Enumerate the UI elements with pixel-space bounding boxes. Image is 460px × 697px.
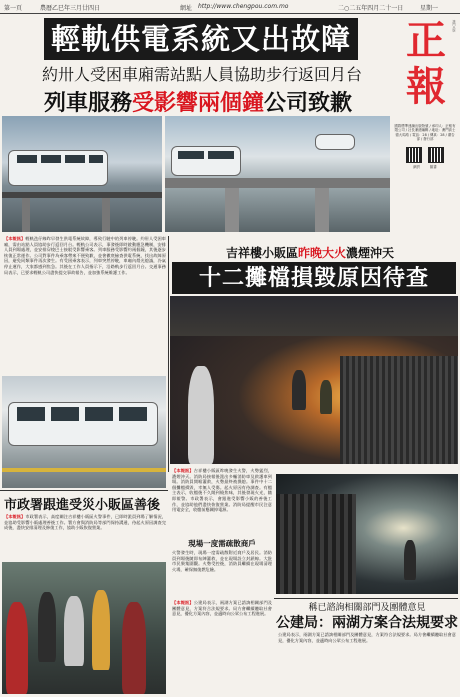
light-rail-platform-photo — [2, 376, 166, 488]
qr-code-icon[interactable] — [406, 147, 422, 163]
right-kicker: 稱已諮詢相關部門及團體意見 — [308, 603, 426, 613]
fire-night-photo — [276, 474, 458, 594]
market-story-body — [4, 514, 166, 560]
train-icon — [315, 134, 355, 150]
section-rule — [274, 598, 458, 599]
fire-story-body — [172, 468, 272, 536]
qr-code-icon[interactable] — [428, 147, 444, 163]
site-label: 網址 — [180, 5, 193, 12]
right-story-body-left — [172, 600, 272, 694]
train-icon — [8, 150, 108, 186]
fire-headline: 十二攤檔損毀原因待查 — [198, 265, 429, 291]
qr-label-2: 臉書 — [430, 165, 437, 170]
masthead-side-text: 澳門出版 — [452, 20, 456, 32]
site-url[interactable]: http://www.chengpou.com.mo — [198, 3, 289, 10]
fire-body-tag: 【本報訊】 — [172, 468, 194, 473]
deck-part-a: 列車服務 — [43, 90, 132, 116]
main-headline: 輕軌供電系統又出故障 — [50, 22, 351, 56]
right-story-body-right — [278, 632, 456, 694]
fire-kicker-red: 昨晚大火 — [297, 246, 346, 260]
fire-kicker-b: 濃煙沖天 — [346, 246, 395, 260]
main-deck — [8, 86, 388, 114]
fire-sub-body — [172, 550, 272, 598]
weekday: 星期一 — [420, 5, 439, 12]
market-headline: 市政署跟進受災小販區善後 — [4, 498, 161, 513]
inspection-photo — [2, 562, 166, 694]
light-rail-photo-2 — [165, 116, 390, 232]
market-body-tag: 【本報訊】 — [4, 514, 26, 519]
train-icon — [8, 402, 158, 446]
main-subhead: 約卅人受困車廂需站點人員協助步行返回月台 — [41, 65, 362, 84]
lunar-date: 農曆乙巳年三月廿四日 — [40, 5, 101, 12]
right-body-text: 公建局表示，兩湖方案已諮詢相關部門及團體意見，方案符合法規要求。局方會繼續聽取社會意見，優化方案內容，並適時向公眾公布工程進展。 — [172, 600, 272, 617]
publisher-info-text: 國際標準連續出版物號 / 承印人：正報有限公司 / 社長兼總編輯 / 地址：澳門高士德大馬路 / 電話：28 / 傳真：28 / 廣告部 / 發行部 — [394, 124, 456, 142]
fire-subheading: 現場一度需疏散商戶 — [188, 539, 256, 548]
page-top-bar — [0, 0, 460, 14]
fire-kicker-a: 吉祥樓小販區 — [225, 246, 298, 260]
masthead-logo — [394, 18, 458, 128]
deck-part-b: 公司致歉 — [264, 90, 353, 116]
fire-body-text: 吉祥樓小販區昨晚發生火警，火勢猛烈，濃煙沖天。消防局接報後派出多輛消防車及救護車到場。消防員開喉灌救，火勢最終被撲熄。事件中十二個攤檔損毀，幸無人受傷。起火原因有待調查。有檔主表示，收檔後不久聞到燒焦味，其後發現火光，隨即報警。市政署表示，會跟進受影響小販的善後工作，並協助他們盡快恢復營業。消防局提醒市民注意用電安全，收檔前應關掉電源。 — [172, 468, 272, 513]
train-icon — [171, 146, 241, 176]
right-body-text-cont: 公建局表示，兩湖方案已諮詢相關部門及團體意見，方案符合法規要求。局方會繼續聽取社會意見，優化方案內容，並適時向公眾公布工程進展。 — [278, 632, 456, 643]
qr-label-1: 網頁 — [413, 165, 420, 170]
column-divider — [168, 236, 169, 472]
fire-kicker — [172, 244, 448, 262]
deck-part-red: 受影響兩個鐘 — [131, 90, 264, 116]
right-headline: 公建局：兩湖方案合法規要求 — [276, 615, 458, 631]
fire-scene-photo — [170, 296, 458, 464]
masthead-char-1: 正 — [406, 17, 446, 64]
page-number: 第一頁 — [4, 5, 23, 12]
issue-date: 二○二五年四月二十一日 — [338, 5, 404, 12]
fire-sub-body-text: 火警發生時，現場一度需疏散附近商戶及居民。消防員到場後隨即布陣灌救，並在現場設立封鎖線。大批市民聚集圍觀。火勢受控後，消防員繼續在現場清理火場，確保無復燃危險。 — [172, 550, 272, 572]
publisher-info — [394, 124, 456, 240]
light-rail-photo-1 — [2, 116, 162, 232]
main-story-body — [4, 236, 166, 372]
section-rule — [0, 490, 168, 491]
masthead-char-2: 報 — [406, 63, 446, 110]
main-body-tag: 【本報訊】 — [4, 236, 26, 241]
main-body-text: 輕軌氹仔線昨早發生供電系統故障，導致行駛中的列車停駛。約卅人受困車廂，需由站點人員協助步行返回月台。輕軌公司表示，事發後即時啟動應急機制，安排人員到場處理，並安排穿梭巴士接駁受影響乘客。列車服務受影響約兩個鐘，其後逐步恢復正常運作。公司對事件為乘客帶來不便致歉，並會徹底檢查供電系統，找出故障原因，避免同類事件再次發生。有受困乘客表示，列車突然停駛，車廂內燈光熄滅，冷氣停止運作，大家都感到焦急。其後在工作人員指示下，沿路軌步行返回月台。交通事務局表示，已要求輕軌公司盡快提交事故報告，並加強系統維護工作。 — [4, 236, 166, 275]
market-body-text: 市政署表示，高度關注吉祥樓小販區火警事件，已即時派員到場了解情況，並協助受影響小販處理善後工作。署方會與消防局等部門保持溝通，待起火原因調查完成後，盡快安排清理及修復工作，協助小販恢復營業。 — [4, 514, 166, 531]
right-body-tag: 【本報訊】 — [172, 600, 194, 605]
